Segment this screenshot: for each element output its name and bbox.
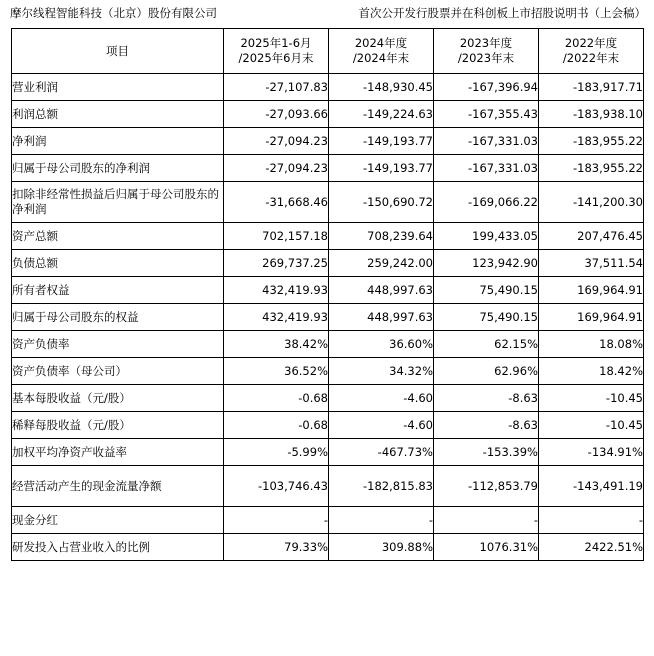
row-value: - [539, 507, 644, 534]
row-value: - [434, 507, 539, 534]
table-row [12, 250, 644, 277]
row-value: -182,815.83 [329, 466, 434, 507]
row-value: 309.88% [329, 534, 434, 561]
table-row [12, 534, 644, 561]
table-header-row [12, 29, 644, 74]
row-value: 708,239.64 [329, 223, 434, 250]
row-value: 702,157.18 [224, 223, 329, 250]
row-value: -149,224.63 [329, 101, 434, 128]
table-row [12, 385, 644, 412]
row-label: 现金分红 [12, 507, 224, 534]
table-row [12, 439, 644, 466]
financial-table-container [0, 21, 654, 561]
column-header-item [12, 29, 224, 74]
row-label: 归属于母公司股东的权益 [12, 304, 224, 331]
column-header-2022 [539, 29, 644, 74]
page-header [0, 0, 654, 21]
row-value: 123,942.90 [434, 250, 539, 277]
row-value: 79.33% [224, 534, 329, 561]
row-label: 归属于母公司股东的净利润 [12, 155, 224, 182]
row-label: 资产负债率（母公司） [12, 358, 224, 385]
row-value: -5.99% [224, 439, 329, 466]
row-label: 净利润 [12, 128, 224, 155]
row-value: -167,355.43 [434, 101, 539, 128]
column-header-2024-line2: /2024年末 [352, 51, 410, 65]
table-row [12, 304, 644, 331]
row-value: 169,964.91 [539, 277, 644, 304]
financial-summary-table [11, 28, 644, 561]
row-value: 432,419.93 [224, 304, 329, 331]
row-value: -27,093.66 [224, 101, 329, 128]
row-value: 38.42% [224, 331, 329, 358]
table-row [12, 358, 644, 385]
row-value: - [329, 507, 434, 534]
row-value: -149,193.77 [329, 155, 434, 182]
column-header-2023-line1: 2023年度 [459, 36, 513, 50]
column-header-2022-line2: /2022年末 [562, 51, 620, 65]
row-value: -148,930.45 [329, 74, 434, 101]
column-header-2023 [434, 29, 539, 74]
row-value: -31,668.46 [224, 182, 329, 223]
row-value: -4.60 [329, 412, 434, 439]
row-value: 199,433.05 [434, 223, 539, 250]
row-label: 利润总额 [12, 101, 224, 128]
row-label: 扣除非经常性损益后归属于母公司股东的净利润 [12, 182, 224, 223]
table-row [12, 277, 644, 304]
row-value: -153.39% [434, 439, 539, 466]
row-value: -27,094.23 [224, 128, 329, 155]
row-label: 稀释每股收益（元/股） [12, 412, 224, 439]
row-label: 营业利润 [12, 74, 224, 101]
row-label: 加权平均净资产收益率 [12, 439, 224, 466]
row-value: -167,396.94 [434, 74, 539, 101]
row-value: -183,938.10 [539, 101, 644, 128]
table-row [12, 466, 644, 507]
table-row [12, 101, 644, 128]
row-value: -10.45 [539, 412, 644, 439]
row-value: 207,476.45 [539, 223, 644, 250]
column-header-2023-line2: /2023年末 [457, 51, 515, 65]
row-value: -4.60 [329, 385, 434, 412]
row-value: 1076.31% [434, 534, 539, 561]
row-value: -134.91% [539, 439, 644, 466]
row-value: -0.68 [224, 412, 329, 439]
row-value: -169,066.22 [434, 182, 539, 223]
row-value: -8.63 [434, 385, 539, 412]
row-value: 34.32% [329, 358, 434, 385]
row-value: -167,331.03 [434, 128, 539, 155]
row-value: 259,242.00 [329, 250, 434, 277]
column-header-2022-line1: 2022年度 [564, 36, 618, 50]
row-value: -141,200.30 [539, 182, 644, 223]
table-row [12, 74, 644, 101]
row-value: -183,917.71 [539, 74, 644, 101]
column-header-2025h1 [224, 29, 329, 74]
row-value: 36.52% [224, 358, 329, 385]
column-header-2025h1-line2: /2025年6月末 [238, 51, 314, 65]
row-value: -103,746.43 [224, 466, 329, 507]
row-label: 负债总额 [12, 250, 224, 277]
row-label: 资产负债率 [12, 331, 224, 358]
row-value: 18.08% [539, 331, 644, 358]
row-value: -0.68 [224, 385, 329, 412]
table-row [12, 155, 644, 182]
row-value: -150,690.72 [329, 182, 434, 223]
document-title: 首次公开发行股票并在科创板上市招股说明书（上会稿） [358, 6, 646, 20]
row-value: -167,331.03 [434, 155, 539, 182]
row-value: -143,491.19 [539, 466, 644, 507]
table-row [12, 331, 644, 358]
row-value: -149,193.77 [329, 128, 434, 155]
company-name: 摩尔线程智能科技（北京）股份有限公司 [10, 6, 217, 20]
row-value: -27,107.83 [224, 74, 329, 101]
row-value: 75,490.15 [434, 277, 539, 304]
table-body [12, 74, 644, 561]
row-value: -8.63 [434, 412, 539, 439]
row-label: 所有者权益 [12, 277, 224, 304]
table-row [12, 412, 644, 439]
row-value: 62.96% [434, 358, 539, 385]
row-value: - [224, 507, 329, 534]
column-header-2024 [329, 29, 434, 74]
column-header-item-line1: 项目 [106, 43, 129, 58]
row-value: -112,853.79 [434, 466, 539, 507]
row-value: 75,490.15 [434, 304, 539, 331]
row-value: -183,955.22 [539, 155, 644, 182]
row-value: 18.42% [539, 358, 644, 385]
row-value: -27,094.23 [224, 155, 329, 182]
row-value: 448,997.63 [329, 304, 434, 331]
table-row [12, 128, 644, 155]
column-header-2025h1-line1: 2025年1-6月 [240, 36, 312, 50]
table-row [12, 182, 644, 223]
row-value: 432,419.93 [224, 277, 329, 304]
row-value: -467.73% [329, 439, 434, 466]
row-value: 448,997.63 [329, 277, 434, 304]
row-value: 269,737.25 [224, 250, 329, 277]
row-value: -10.45 [539, 385, 644, 412]
row-label: 资产总额 [12, 223, 224, 250]
row-label: 研发投入占营业收入的比例 [12, 534, 224, 561]
row-label: 基本每股收益（元/股） [12, 385, 224, 412]
row-value: 2422.51% [539, 534, 644, 561]
row-value: 37,511.54 [539, 250, 644, 277]
row-value: -183,955.22 [539, 128, 644, 155]
column-header-2024-line1: 2024年度 [354, 36, 408, 50]
table-row [12, 507, 644, 534]
row-value: 62.15% [434, 331, 539, 358]
row-label: 经营活动产生的现金流量净额 [12, 466, 224, 507]
row-value: 36.60% [329, 331, 434, 358]
row-value: 169,964.91 [539, 304, 644, 331]
table-row [12, 223, 644, 250]
